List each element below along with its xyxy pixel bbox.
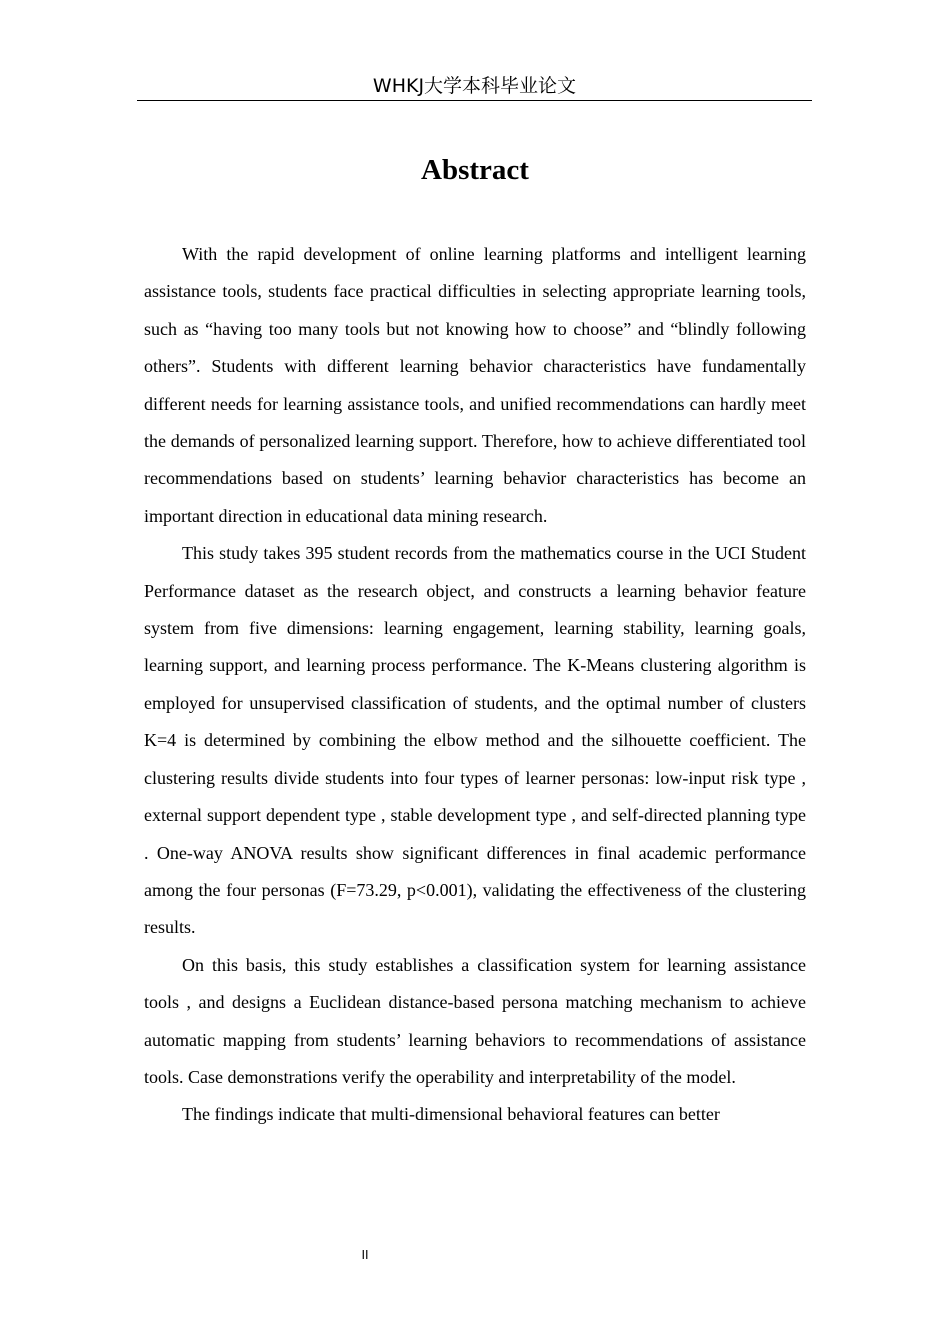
abstract-body <box>144 236 806 1206</box>
abstract-paragraph-2: This study takes 395 student records from the mathematics course in the UCI Student Performance dataset as the research object, and constructs a learning behavior feature system from five dimensions: learning engagement, learning stability, learning goals, learning support, and learning process performance. The K-Means clustering algorithm is employed for unsupervised classification of students, and the optimal number of clusters K=4 is determined by combining the elbow method and the silhouette coefficient. The clustering results divide students into four types of learner personas: low-input risk type , external support dependent type , stable development type , and self-directed planning type . One-way ANOVA results show significant differences in final academic performance among the four personas (F=73.29, p<0.001), validating the effectiveness of the clustering results. <box>144 543 806 938</box>
abstract-paragraph-1: With the rapid development of online learning platforms and intelligent learning assistance tools, students face practical difficulties in selecting appropriate learning tools, such as “having too many tools but not knowing how to choose” and “blindly following others”. Students with different learning behavior characteristics have fundamentally different needs for learning assistance tools, and unified recommendations can hardly meet the demands of personalized learning support. Therefore, how to achieve differentiated tool recommendations based on students’ learning behavior characteristics has become an important direction in educational data mining research. <box>144 244 806 526</box>
page-number: II <box>361 1248 369 1262</box>
page-header <box>137 72 812 101</box>
abstract-paragraph-3: On this basis, this study establishes a classification system for learning assistance tools , and designs a Euclidean distance-based persona matching mechanism to achieve automatic mapping from students’ learning behaviors to recommendations of assistance tools. Case demonstrations verify the operability and interpretability of the model. <box>144 954 806 1087</box>
abstract-heading: Abstract <box>421 154 529 186</box>
header-title: WHKJ大学本科毕业论文 <box>372 75 577 97</box>
abstract-paragraph-4: The findings indicate that multi-dimensional behavioral features can better <box>182 1104 720 1125</box>
